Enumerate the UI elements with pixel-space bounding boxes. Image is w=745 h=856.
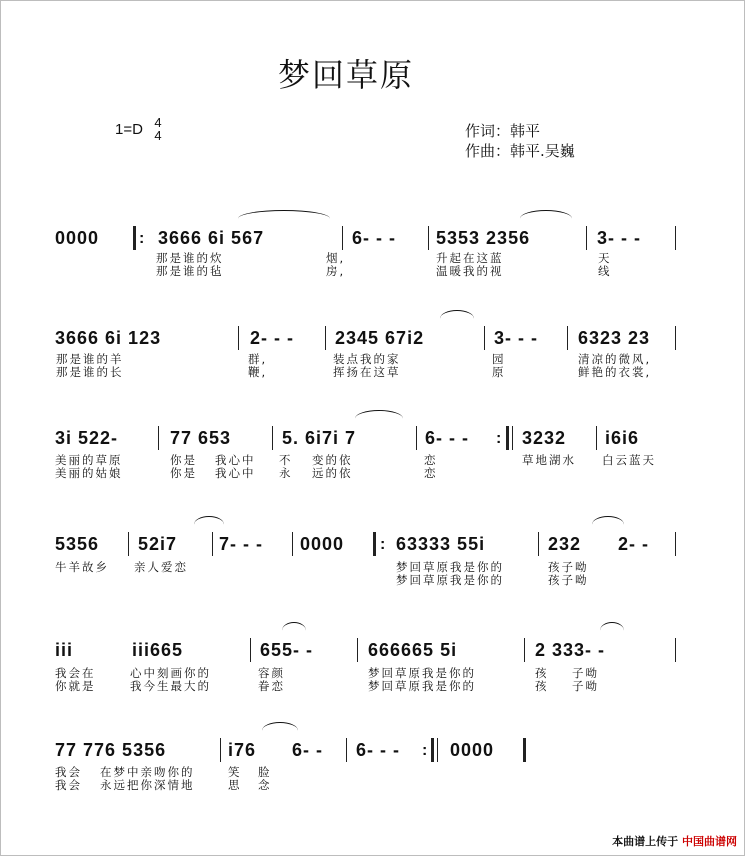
measure: 666665 5i	[368, 640, 458, 660]
lyric: 梦回草原我是你的	[396, 560, 504, 574]
lyric: 你就是	[55, 679, 96, 693]
measure: 2 333- -	[535, 640, 606, 660]
bar-line	[250, 638, 251, 662]
measure: 6323 23	[578, 328, 651, 348]
bar-line	[675, 326, 676, 350]
lyric: 原	[492, 365, 506, 379]
slur	[282, 622, 306, 639]
measure: 5353 2356	[436, 228, 531, 248]
lyric: 远的依	[312, 466, 353, 480]
repeat-dots: :	[496, 430, 502, 447]
measure: i76	[228, 740, 257, 760]
site-logo[interactable]: 中国曲谱网	[682, 835, 737, 848]
lyric: 线	[598, 264, 612, 278]
lyric: 永	[279, 466, 293, 480]
bar-line	[238, 326, 239, 350]
time-signature	[152, 116, 164, 142]
bar-line	[524, 638, 525, 662]
lyric: 我会在	[55, 666, 96, 680]
score-row-4	[0, 524, 745, 604]
measure: 2- -	[618, 534, 649, 554]
lyric: 那是谁的羊	[56, 352, 124, 366]
lyric: 那是谁的长	[56, 365, 124, 379]
lyric: 美丽的草原	[55, 453, 123, 467]
lyric: 梦回草原我是你的	[396, 573, 504, 587]
slur	[440, 310, 474, 327]
lyric: 变的依	[312, 453, 353, 467]
bar-line	[512, 426, 513, 450]
slur	[520, 210, 572, 227]
measure: 655- -	[260, 640, 314, 660]
lyric: 你是	[170, 466, 197, 480]
measure: 3232	[522, 428, 567, 448]
slur	[194, 516, 224, 533]
lyricist-credit: 作词：韩平	[465, 122, 541, 140]
lyric: 那是谁的炊	[156, 251, 224, 265]
bar-line	[586, 226, 587, 250]
repeat-dots: :	[380, 536, 386, 553]
lyric: 在梦中亲吻你的	[100, 765, 195, 779]
notes-line	[0, 218, 745, 258]
bar-line	[675, 638, 676, 662]
lyric: 笑	[228, 765, 242, 779]
measure: 5356	[55, 534, 100, 554]
lyric: 孩子呦	[548, 560, 589, 574]
score-row-6	[0, 730, 745, 810]
bar-line	[128, 532, 129, 556]
final-bar	[523, 738, 526, 762]
lyric: 恋	[424, 453, 438, 467]
lyric: 清凉的微风,	[578, 352, 652, 366]
lyric: 梦回草原我是你的	[368, 679, 476, 693]
measure: 3- - -	[597, 228, 641, 248]
key-signature: 1=D	[115, 121, 143, 138]
lyric: 草地湖水	[522, 453, 576, 467]
lyric: 孩子呦	[548, 573, 589, 587]
bar-line	[158, 426, 159, 450]
measure: 6- - -	[352, 228, 396, 248]
measure: 52i7	[138, 534, 178, 554]
measure: 6- -	[292, 740, 323, 760]
measure: iii665	[132, 640, 184, 660]
measure: 3- - -	[494, 328, 538, 348]
slur	[262, 722, 298, 739]
notes-line	[0, 524, 745, 564]
notes-line	[0, 630, 745, 670]
lyric: 孩	[535, 679, 549, 693]
score-row-1	[0, 218, 745, 298]
measure: 6- - -	[356, 740, 400, 760]
measure: 232	[548, 534, 582, 554]
lyric: 子呦	[572, 666, 599, 680]
lyric: 挥扬在这草	[333, 365, 401, 379]
repeat-end-bar	[431, 738, 434, 762]
slur	[238, 210, 330, 227]
bar-line	[675, 226, 676, 250]
lyric: 那是谁的毡	[156, 264, 224, 278]
lyric: 美丽的姑娘	[55, 466, 123, 480]
measure: 2- - -	[250, 328, 294, 348]
lyric: 天	[598, 251, 612, 265]
upload-footer	[612, 833, 737, 849]
composer-credit: 作曲：韩平.吴巍	[465, 142, 575, 160]
lyric: 念	[258, 778, 272, 792]
lyric: 园	[492, 352, 506, 366]
bar-line	[416, 426, 417, 450]
lyric: 容颜	[258, 666, 285, 680]
bar-line	[346, 738, 347, 762]
bar-line	[484, 326, 485, 350]
bar-line	[342, 226, 343, 250]
measure: 0000	[55, 228, 100, 248]
lyric: 温暖我的视	[436, 264, 504, 278]
lyric: 子呦	[572, 679, 599, 693]
measure: 7- - -	[219, 534, 263, 554]
lyric: 思	[228, 778, 242, 792]
bar-line	[437, 738, 438, 762]
measure: 0000	[450, 740, 495, 760]
measure: 2345 67i2	[335, 328, 425, 348]
bar-line	[212, 532, 213, 556]
measure: iii	[55, 640, 74, 660]
repeat-dots: :	[139, 230, 145, 247]
bar-line	[272, 426, 273, 450]
lyric: 烟,	[326, 251, 346, 265]
measure: 6- - -	[425, 428, 469, 448]
measure: 77 776 5356	[55, 740, 167, 760]
measure: 3i 522-	[55, 428, 119, 448]
lyric: 升起在这蓝	[436, 251, 504, 265]
lyric: 孩	[535, 666, 549, 680]
repeat-bar	[373, 532, 376, 556]
lyric: 群,	[248, 352, 268, 366]
measure: 3666 6i 567	[158, 228, 265, 248]
lyric: 鞭,	[248, 365, 268, 379]
bar-line	[357, 638, 358, 662]
lyric: 我会	[55, 765, 82, 779]
lyric: 我今生最大的	[130, 679, 211, 693]
bar-line	[325, 326, 326, 350]
lyric: 我心中	[215, 453, 256, 467]
bar-line	[596, 426, 597, 450]
lyric: 我会	[55, 778, 82, 792]
repeat-bar	[133, 226, 136, 250]
lyric: 永远把你深情地	[100, 778, 195, 792]
lyric: 眷恋	[258, 679, 285, 693]
measure: 5. 6i7i 7	[282, 428, 357, 448]
lyric: 脸	[258, 765, 272, 779]
measure: i6i6	[605, 428, 640, 448]
lyric: 装点我的家	[333, 352, 401, 366]
score-row-3	[0, 418, 745, 498]
bar-line	[292, 532, 293, 556]
upload-label: 本曲谱上传于	[612, 835, 679, 848]
bar-line	[538, 532, 539, 556]
repeat-end-bar	[506, 426, 509, 450]
lyric: 白云蓝天	[602, 453, 656, 467]
lyric: 梦回草原我是你的	[368, 666, 476, 680]
time-top: 4	[154, 115, 162, 130]
bar-line	[567, 326, 568, 350]
bar-line	[675, 532, 676, 556]
song-title: 梦回草原	[278, 56, 415, 94]
time-bottom: 4	[154, 128, 162, 143]
bar-line	[428, 226, 429, 250]
lyric: 亲人爱恋	[134, 560, 188, 574]
lyric: 我心中	[215, 466, 256, 480]
lyric: 不	[279, 453, 293, 467]
lyric: 房,	[326, 264, 346, 278]
slur	[600, 622, 624, 639]
measure: 0000	[300, 534, 345, 554]
measure: 63333 55i	[396, 534, 486, 554]
notes-line	[0, 418, 745, 458]
measure: 3666 6i 123	[55, 328, 162, 348]
lyric: 牛羊故乡	[55, 560, 109, 574]
score-row-2	[0, 318, 745, 398]
repeat-dots: :	[422, 742, 428, 759]
score-row-5	[0, 630, 745, 710]
slur	[355, 410, 403, 427]
measure: 77 653	[170, 428, 232, 448]
slur	[592, 516, 624, 533]
lyric: 鲜艳的衣裳,	[578, 365, 652, 379]
lyric: 心中刻画你的	[130, 666, 211, 680]
bar-line	[220, 738, 221, 762]
lyric: 你是	[170, 453, 197, 467]
notes-line	[0, 730, 745, 770]
lyric: 恋	[424, 466, 438, 480]
